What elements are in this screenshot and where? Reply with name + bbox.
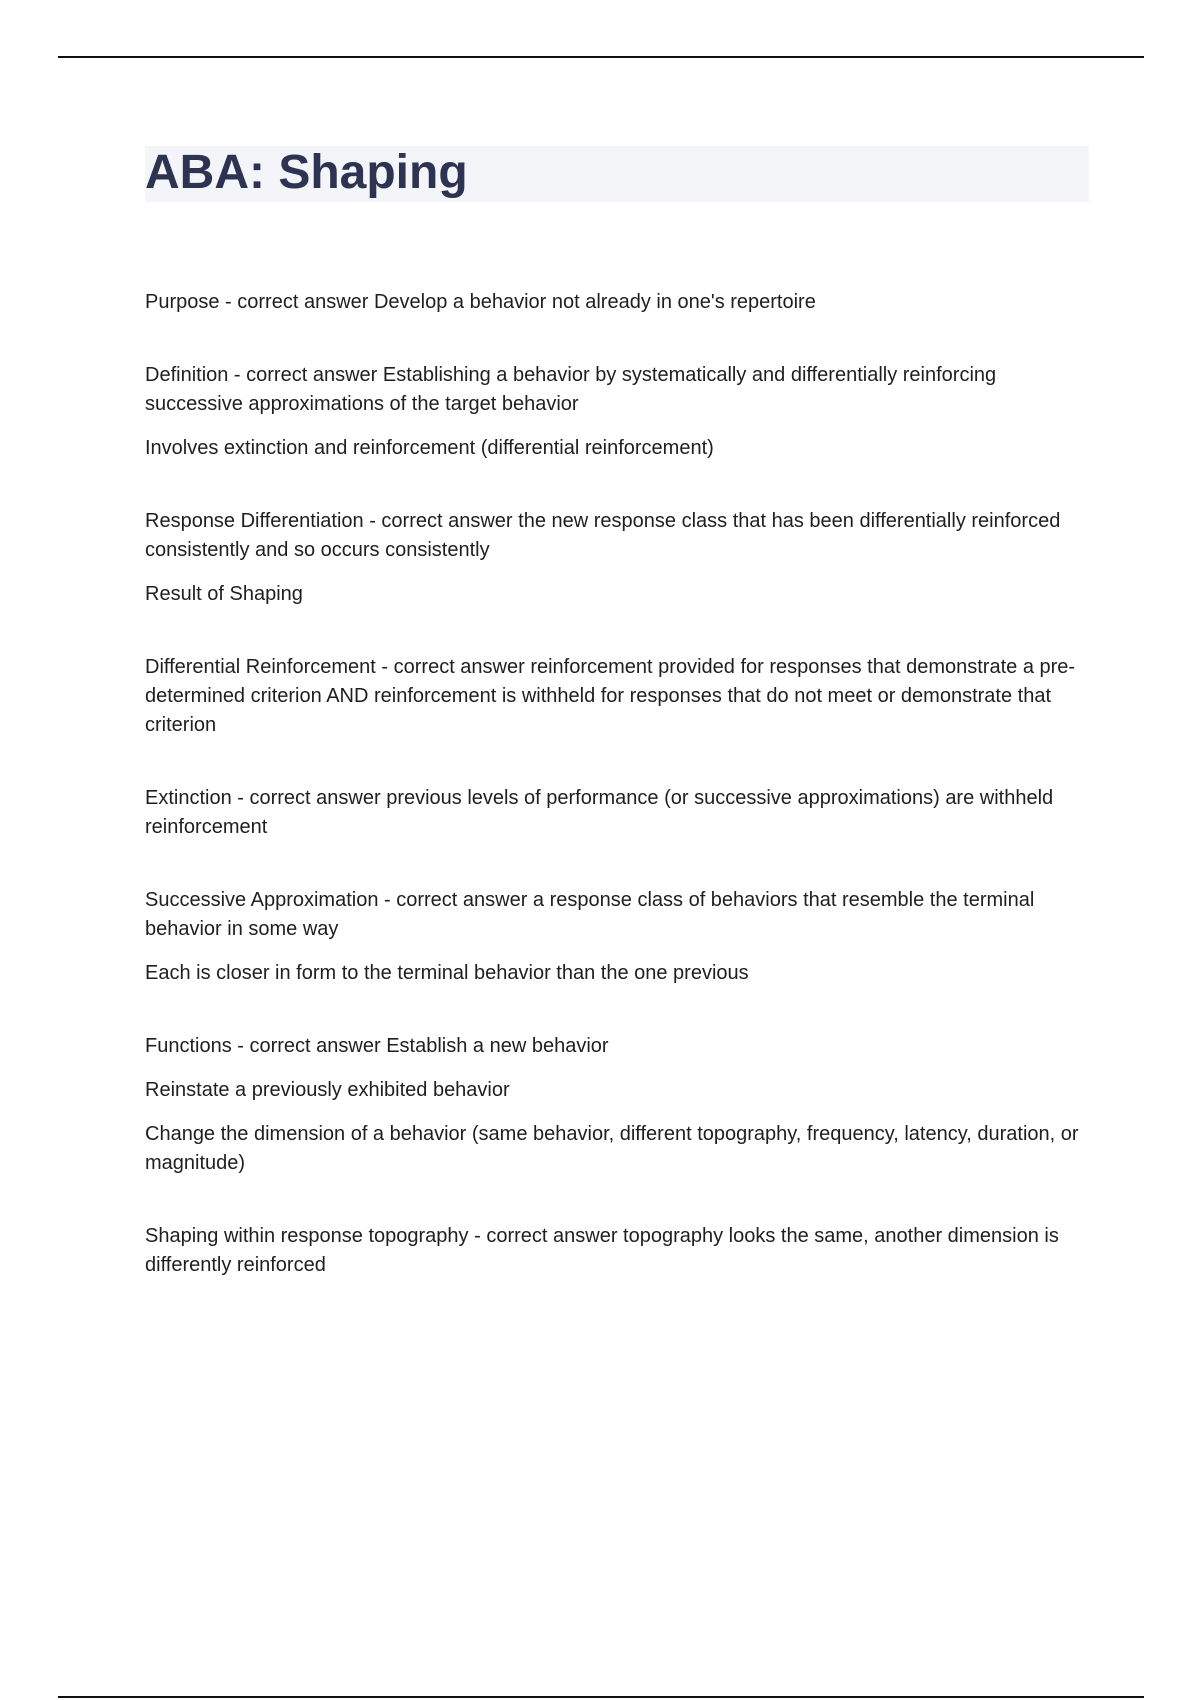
entry-purpose	[145, 288, 1085, 317]
entry-note: Each is closer in form to the terminal behavior than the one previous	[145, 962, 749, 984]
entry-text: Response Differentiation - correct answer the new response class that has been differentially reinforced consistently and so occurs consistently	[145, 510, 1061, 561]
entry-response-differentiation	[145, 507, 1085, 609]
entry-note: Reinstate a previously exhibited behavior	[145, 1079, 510, 1101]
top-rule	[58, 56, 1144, 58]
entry-successive-approximation	[145, 886, 1085, 988]
entry-note: Result of Shaping	[145, 583, 303, 605]
entry-note: Change the dimension of a behavior (same behavior, different topography, frequency, latency, duration, or magnitude)	[145, 1123, 1079, 1174]
entry-text: Purpose - correct answer Develop a behavior not already in one's repertoire	[145, 291, 816, 313]
document-body	[145, 288, 1085, 1324]
entry-note: Involves extinction and reinforcement (differential reinforcement)	[145, 437, 714, 459]
entry-functions	[145, 1032, 1085, 1178]
entry-text: Shaping within response topography - correct answer topography looks the same, another dimension is differently reinforced	[145, 1225, 1059, 1276]
entry-shaping-within-topography	[145, 1222, 1085, 1280]
entry-text: Definition - correct answer Establishing a behavior by systematically and differentially reinforcing successive approximations of the target behavior	[145, 364, 997, 415]
entry-text: Extinction - correct answer previous levels of performance (or successive approximations) are withheld reinforcement	[145, 787, 1054, 838]
entry-text: Functions - correct answer Establish a new behavior	[145, 1035, 609, 1057]
entry-definition	[145, 361, 1085, 463]
entry-extinction	[145, 784, 1085, 842]
entry-text: Differential Reinforcement - correct answer reinforcement provided for responses that demonstrate a pre-determined criterion AND reinforcement is withheld for responses that do not meet or demonstrate that criterion	[145, 656, 1076, 736]
page-title: ABA: Shaping	[145, 146, 468, 199]
bottom-rule	[58, 1696, 1144, 1698]
entry-differential-reinforcement	[145, 653, 1085, 740]
entry-text: Successive Approximation - correct answer a response class of behaviors that resemble the terminal behavior in some way	[145, 889, 1035, 940]
